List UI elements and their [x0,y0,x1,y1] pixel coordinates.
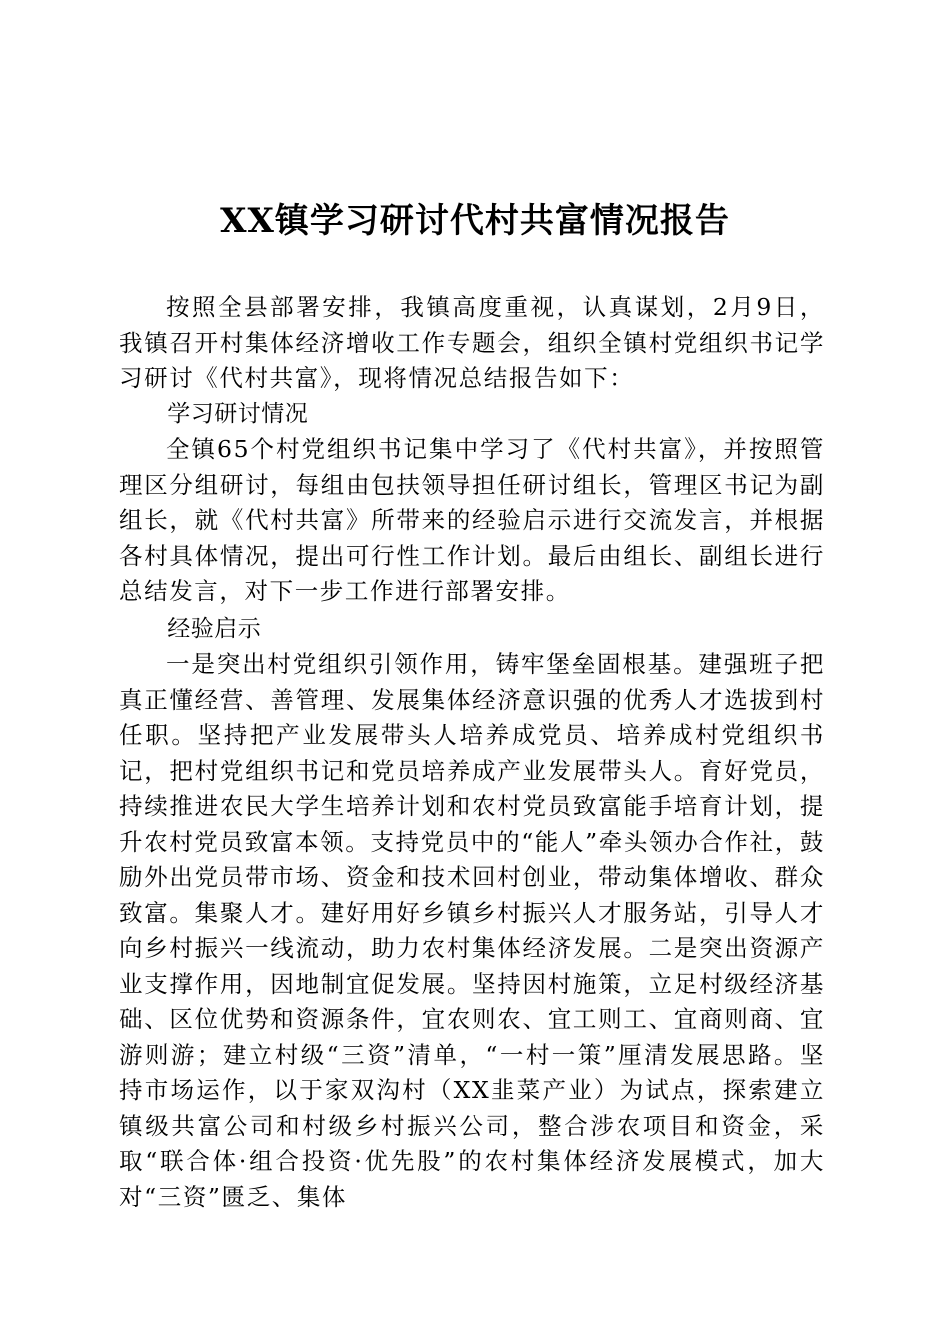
document-body [119,290,825,1215]
section-body-experience: 一是突出村党组织引领作用，铸牢堡垒固根基。建强班子把真正懂经营、善管理、发展集体经济意识强的优秀人才选拔到村任职。坚持把产业发展带头人培养成党员、培养成村党组织书记，把村党组织书记和党员培养成产业发展带头人。育好党员，持续推进农民大学生培养计划和农村党员致富能手培育计划，提升农村党员致富本领。支持党员中的“能人”牵头领办合作社，鼓励外出党员带市场、资金和技术回村创业，带动集体增收、群众致富。集聚人才。建好用好乡镇乡村振兴人才服务站，引导人才向乡村振兴一线流动，助力农村集体经济发展。二是突出资源产业支撑作用，因地制宜促发展。坚持因村施策，立足村级经济基础、区位优势和资源条件，宜农则农、宜工则工、宜商则商、宜游则游；建立村级“三资”清单，“一村一策”厘清发展思路。坚持市场运作，以于家双沟村（XX韭菜产业）为试点，探索建立镇级共富公司和村级乡村振兴公司，整合涉农项目和资金，采取“联合体·组合投资·优先股”的农村集体经济发展模式，加大对“三资”匮乏、集体 [119,650,825,1211]
section-body-study: 全镇65个村党组织书记集中学习了《代村共富》，并按照管理区分组研讨，每组由包扶领导担任研讨组长，管理区书记为副组长，就《代村共富》所带来的经验启示进行交流发言，并根据各村具体情况，提出可行性工作计划。最后由组长、副组长进行总结发言，对下一步工作进行部署安排。 [119,435,825,605]
intro-paragraph: 按照全县部署安排，我镇高度重视，认真谋划，2月9日，我镇召开村集体经济增收工作专题会，组织全镇村党组织书记学习研讨《代村共富》，现将情况总结报告如下： [119,293,825,392]
section-heading-experience: 经验启示 [167,615,262,642]
document-title: XX镇学习研讨代村共富情况报告 [220,201,730,241]
section-heading-study: 学习研讨情况 [167,400,309,427]
